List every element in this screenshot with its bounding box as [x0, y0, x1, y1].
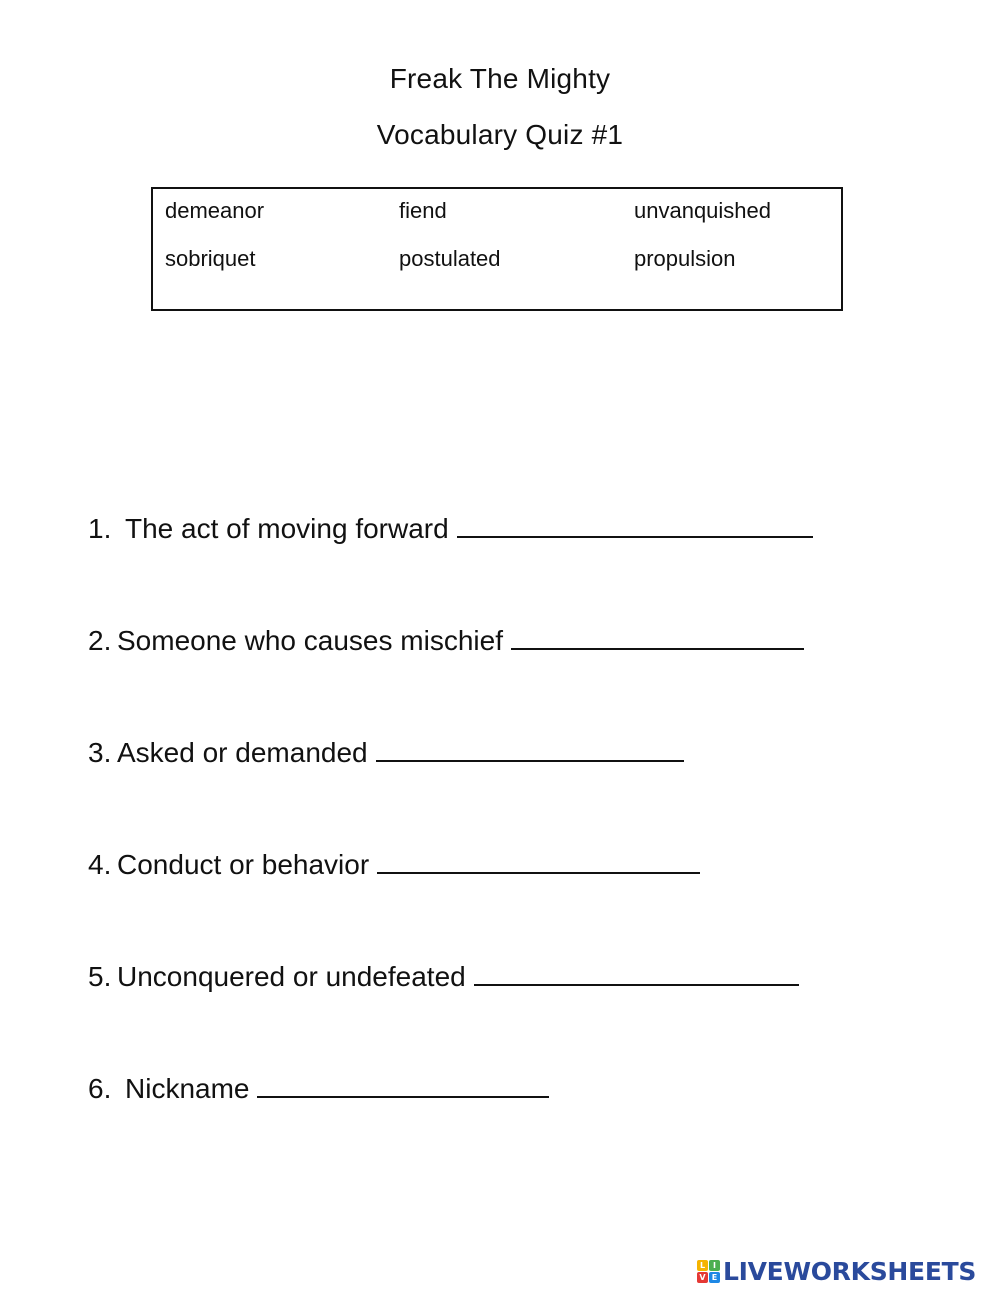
question-text: Someone who causes mischief [117, 625, 503, 656]
liveworksheets-logo-icon [697, 1260, 720, 1283]
answer-blank[interactable] [511, 622, 804, 650]
answer-blank[interactable] [257, 1070, 549, 1098]
question-6 [88, 1070, 549, 1106]
answer-blank[interactable] [377, 846, 700, 874]
question-number: 5. [88, 961, 112, 992]
question-text: The act of moving forward [125, 513, 449, 544]
logo-letter: V [697, 1272, 708, 1283]
question-text: Asked or demanded [117, 737, 368, 768]
question-text: Conduct or behavior [117, 849, 370, 880]
word-bank-item: unvanquished [634, 198, 772, 223]
question-1 [88, 510, 813, 546]
question-number: 2. [88, 625, 112, 656]
word-bank-box [151, 187, 843, 311]
word-bank-item: demeanor [165, 198, 265, 223]
question-3 [88, 734, 684, 770]
question-number: 4. [88, 849, 112, 880]
word-bank-item: sobriquet [165, 246, 256, 271]
brand-name: LIVEWORKSHEETS [723, 1256, 977, 1286]
question-number: 3. [88, 737, 112, 768]
quiz-subtitle: Vocabulary Quiz #1 [376, 119, 624, 150]
page-title: Freak The Mighty [389, 63, 611, 94]
question-5 [88, 958, 799, 994]
answer-blank[interactable] [376, 734, 684, 762]
word-bank-item: propulsion [634, 246, 736, 271]
question-text: Unconquered or undefeated [117, 961, 466, 992]
word-bank-item: fiend [399, 198, 447, 223]
question-4 [88, 846, 700, 882]
liveworksheets-logo[interactable] [697, 1255, 976, 1287]
question-text: Nickname [125, 1073, 250, 1104]
answer-blank[interactable] [457, 510, 813, 538]
question-number: 1. [88, 513, 112, 544]
answer-blank[interactable] [474, 958, 799, 986]
logo-letter: L [697, 1260, 708, 1271]
question-number: 6. [88, 1073, 112, 1104]
word-bank-item: postulated [399, 246, 501, 271]
question-2 [88, 622, 804, 658]
logo-letter: I [709, 1260, 720, 1271]
logo-letter: E [709, 1272, 720, 1283]
